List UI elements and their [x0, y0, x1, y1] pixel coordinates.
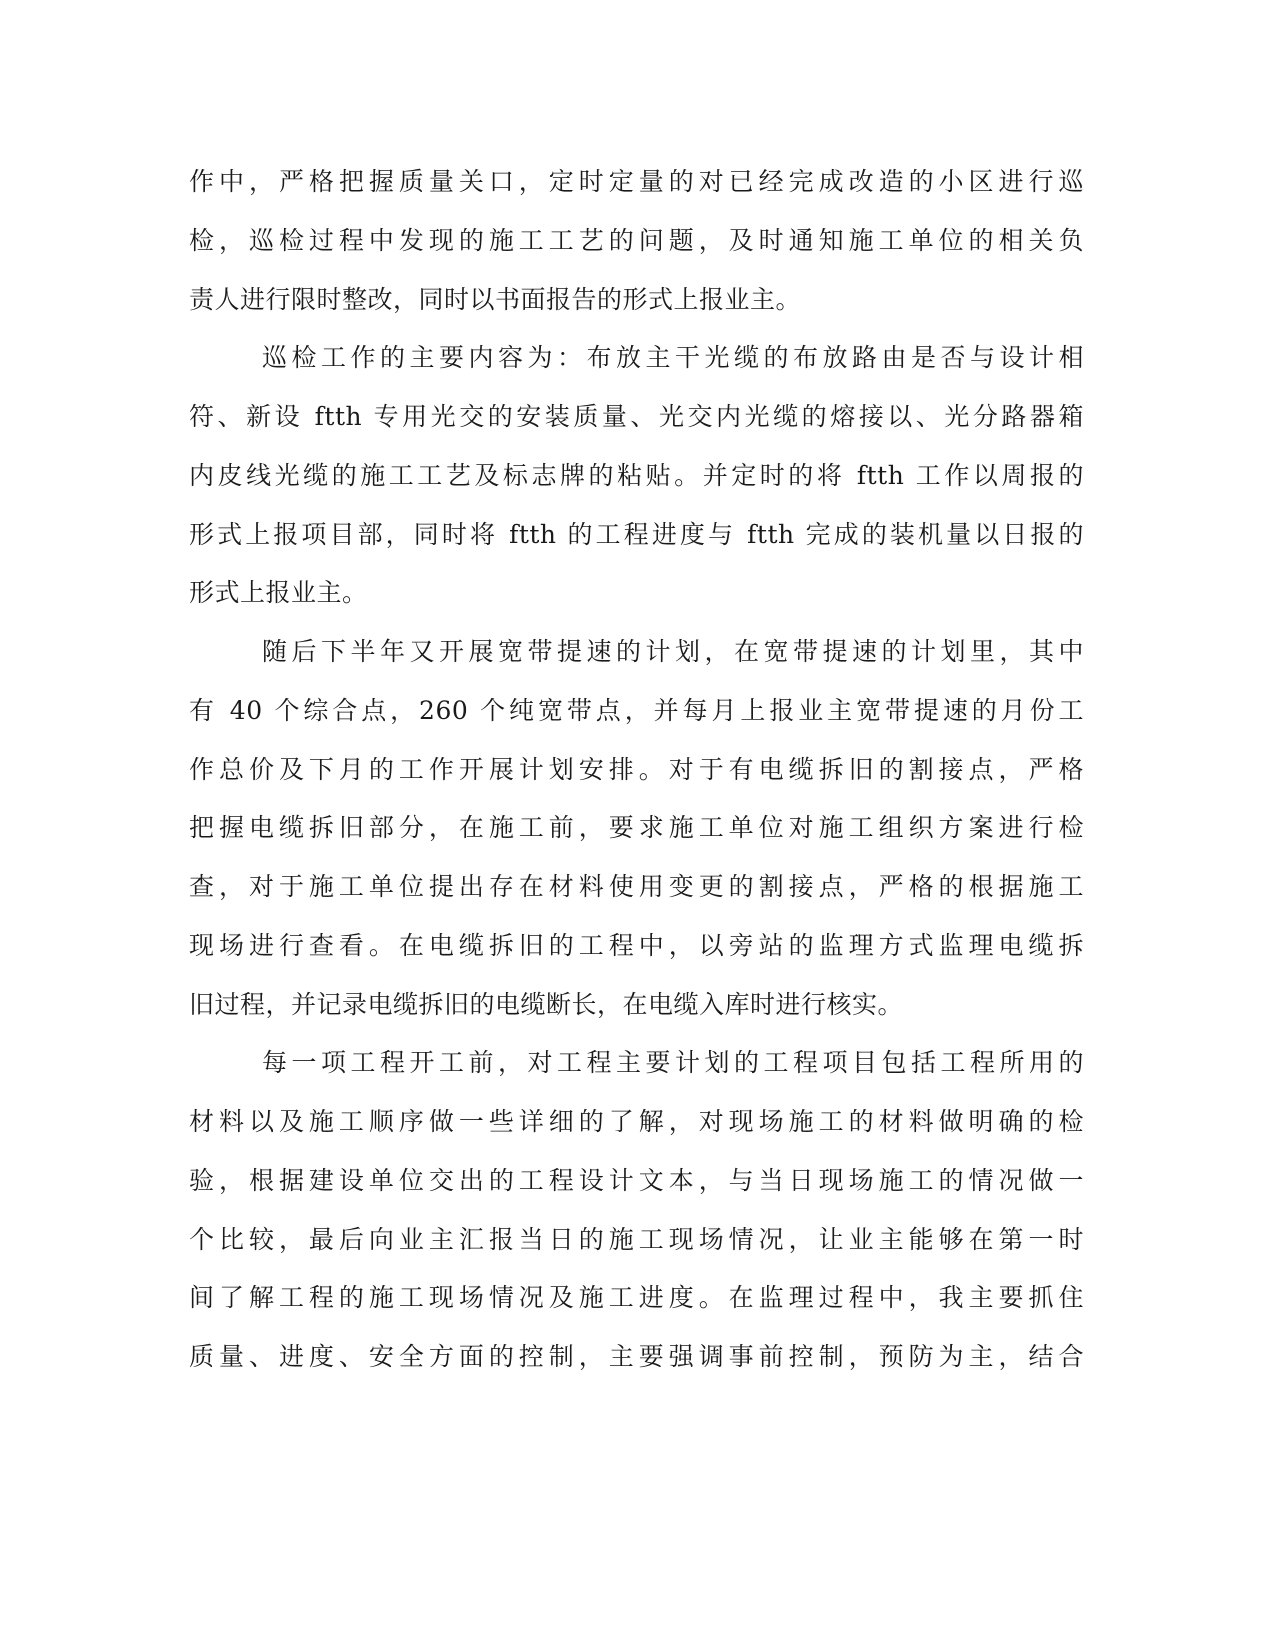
paragraph-2-line-1: 巡检工作的主要内容为：布放主干光缆的布放路由是否与设计相	[262, 343, 1084, 372]
paragraph-4-line-6: 质量、进度、安全方面的控制，主要强调事前控制，预防为主，结合	[189, 1342, 1084, 1371]
paragraph-2-line-3: 内皮线光缆的施工工艺及标志牌的粘贴。并定时的将 ftth 工作以周报的	[189, 461, 1084, 490]
paragraph-1-line-2: 检，巡检过程中发现的施工工艺的问题，及时通知施工单位的相关负	[189, 226, 1084, 255]
paragraph-3-line-1: 随后下半年又开展宽带提速的计划，在宽带提速的计划里，其中	[262, 637, 1084, 666]
paragraph-2-line-2: 符、新设 ftth 专用光交的安装质量、光交内光缆的熔接以、光分路器箱	[189, 402, 1084, 431]
paragraph-3-line-6: 现场进行查看。在电缆拆旧的工程中，以旁站的监理方式监理电缆拆	[189, 931, 1084, 960]
paragraph-3-line-3: 作总价及下月的工作开展计划安排。对于有电缆拆旧的割接点，严格	[189, 755, 1084, 784]
paragraph-4-line-3: 验，根据建设单位交出的工程设计文本，与当日现场施工的情况做一	[189, 1166, 1084, 1195]
paragraph-4-line-4: 个比较，最后向业主汇报当日的施工现场情况，让业主能够在第一时	[189, 1225, 1084, 1254]
paragraph-4-line-1: 每一项工程开工前，对工程主要计划的工程项目包括工程所用的	[262, 1048, 1084, 1077]
paragraph-3-line-5: 查，对于施工单位提出存在材料使用变更的割接点，严格的根据施工	[189, 872, 1084, 901]
paragraph-1-line-1: 作中，严格把握质量关口，定时定量的对已经完成改造的小区进行巡	[189, 167, 1084, 196]
paragraph-3-line-4: 把握电缆拆旧部分，在施工前，要求施工单位对施工组织方案进行检	[189, 813, 1084, 842]
paragraph-3-line-2: 有 40 个综合点，260 个纯宽带点，并每月上报业主宽带提速的月份工	[189, 696, 1084, 725]
paragraph-4-line-2: 材料以及施工顺序做一些详细的了解，对现场施工的材料做明确的检	[189, 1107, 1084, 1136]
paragraph-4-line-5: 间了解工程的施工现场情况及施工进度。在监理过程中，我主要抓住	[189, 1283, 1084, 1312]
paragraph-2-line-4: 形式上报项目部，同时将 ftth 的工程进度与 ftth 完成的装机量以日报的	[189, 520, 1084, 549]
paragraph-2-line-5: 形式上报业主。	[189, 578, 368, 607]
paragraph-3-line-7: 旧过程，并记录电缆拆旧的电缆断长，在电缆入库时进行核实。	[189, 990, 904, 1019]
paragraph-1-line-3: 责人进行限时整改，同时以书面报告的形式上报业主。	[189, 285, 802, 314]
